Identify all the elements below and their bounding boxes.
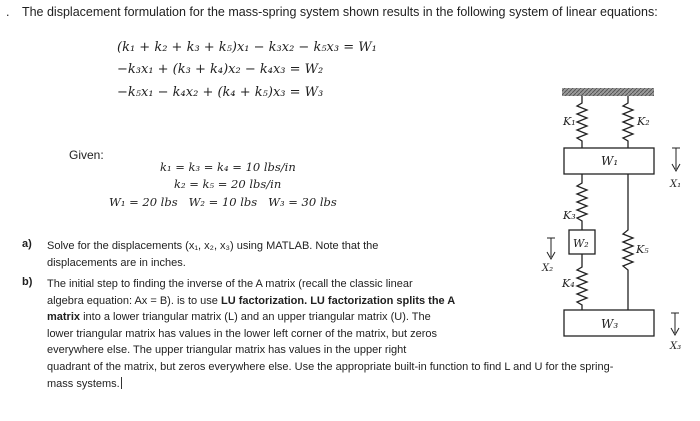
- spring-k3: [577, 174, 587, 230]
- part-b-line-3-b: into a lower triangular matrix (L) and an upper triangular matrix (U). The: [80, 311, 431, 324]
- part-b-line-7-text: mass systems.: [47, 377, 120, 390]
- label-w1: W₁: [601, 154, 619, 168]
- problem-bullet: .: [6, 5, 10, 19]
- equation-3: −k₅x₁ − k₄x₂ + (k₄ + k₅)x₃ = W₃: [117, 85, 324, 100]
- ceiling-support: [562, 88, 654, 96]
- spring-k2: [623, 96, 633, 148]
- label-k4: K₄: [562, 277, 575, 290]
- part-b-line-5: everywhere else. The upper triangular matrix has values in the upper right: [47, 344, 407, 357]
- mass-spring-diagram: [520, 85, 695, 355]
- part-a-line-1: Solve for the displacements (x₁, x₂, x₃) using MATLAB. Note that the: [47, 240, 379, 252]
- label-x1: X₁: [670, 179, 682, 190]
- part-b-line-3-bold: matrix: [47, 311, 81, 324]
- problem-intro: [6, 5, 658, 19]
- given-line-1: k₁ = k₃ = k₄ = 10 lbs/in: [160, 160, 296, 174]
- label-x2: X₂: [542, 263, 554, 274]
- label-k1: K₁: [563, 115, 576, 128]
- part-b-line-4: lower triangular matrix has values in the lower left corner of the matrix, but zeros: [47, 327, 438, 340]
- spring-k4: [577, 254, 587, 310]
- spring-k5: [623, 174, 633, 310]
- label-w3: W₃: [601, 317, 619, 331]
- part-b-line-1: The initial step to finding the inverse of the A matrix (recall the classic linear: [47, 278, 413, 290]
- part-b-line-7: [47, 376, 697, 393]
- given-label: Given:: [69, 148, 104, 162]
- given-line-2: k₂ = k₅ = 20 lbs/in: [174, 177, 282, 191]
- part-b-label: b): [22, 276, 33, 288]
- spring-k1: [577, 96, 587, 148]
- text-cursor: [121, 377, 122, 389]
- part-b-line-6: quadrant of the matrix, but zeros everywhere else. Use the appropriate built-in function to find L and U for the spring-: [47, 360, 614, 373]
- label-k5: K₅: [636, 243, 649, 256]
- part-a-line-2: displacements are in inches.: [47, 256, 186, 269]
- part-a-label: a): [22, 238, 32, 250]
- label-k2: K₂: [637, 115, 650, 128]
- part-b-line-2-bold: LU factorization. LU factorization splits the A: [220, 294, 456, 307]
- equation-2: −k₃x₁ + (k₃ + k₄)x₂ − k₄x₃ = W₂: [117, 62, 324, 77]
- part-b-line-2-a: algebra equation: Ax = B). is to use: [47, 294, 221, 307]
- equation-1: (k₁ + k₂ + k₃ + k₅)x₁ − k₃x₂ − k₅x₃ = W₁: [117, 40, 377, 55]
- label-x3: X₃: [670, 341, 682, 352]
- label-k3: K₃: [563, 209, 576, 222]
- intro-text: The displacement formulation for the mass-spring system shown results in the following system of linear equations:: [21, 5, 658, 19]
- given-line-3: W₁ = 20 lbs W₂ = 10 lbs W₃ = 30 lbs: [109, 195, 337, 209]
- label-w2: W₂: [573, 237, 589, 250]
- part-a-text: [47, 238, 467, 271]
